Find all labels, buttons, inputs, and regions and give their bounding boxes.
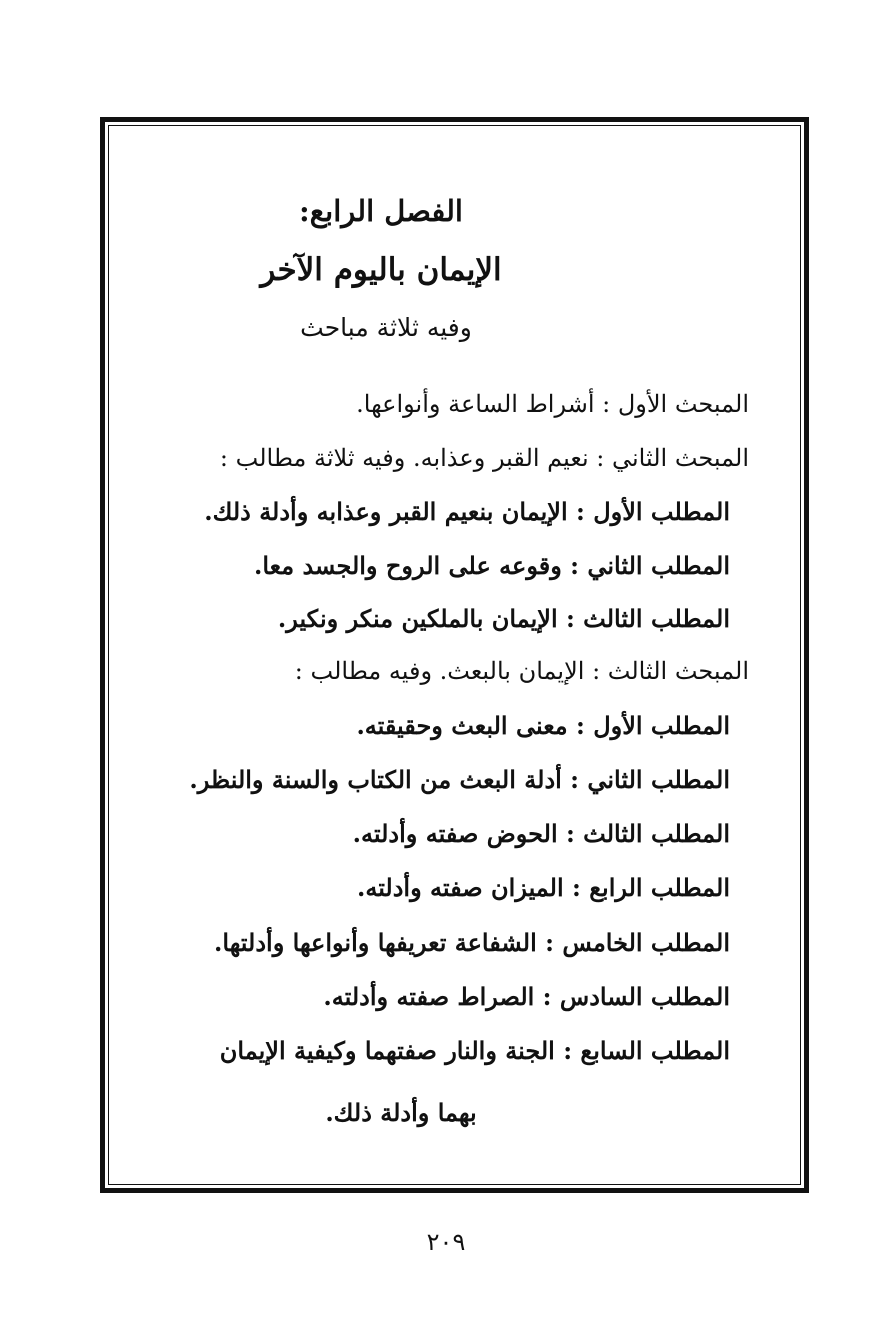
- chapter-subject: الإيمان باليوم الآخر: [260, 252, 502, 288]
- section-3: المبحث الثالث : الإيمان بالبعث. وفيه مطالب :: [294, 657, 749, 685]
- section-2: المبحث الثاني : نعيم القبر وعذابه. وفيه ثلاثة مطالب :: [219, 444, 749, 472]
- section-3-item-6: المطلب السادس : الصراط صفته وأدلته.: [323, 982, 730, 1011]
- section-3-item-3: المطلب الثالث : الحوض صفته وأدلته.: [352, 819, 730, 848]
- page-number: ٢٠٩: [426, 1228, 466, 1256]
- chapter-intro: وفيه ثلاثة مباحث: [300, 313, 472, 342]
- section-3-item-4: المطلب الرابع : الميزان صفته وأدلته.: [356, 873, 730, 902]
- section-3-item-2: المطلب الثاني : أدلة البعث من الكتاب والسنة والنظر.: [189, 765, 730, 794]
- section-3-item-5: المطلب الخامس : الشفاعة تعريفها وأنواعها وأدلتها.: [214, 928, 730, 957]
- section-2-item-1: المطلب الأول : الإيمان بنعيم القبر وعذابه وأدلة ذلك.: [204, 497, 730, 526]
- section-2-item-3: المطلب الثالث : الإيمان بالملكين منكر ونكير.: [277, 604, 730, 633]
- section-3-item-7-continued: بهما وأدلة ذلك.: [325, 1098, 477, 1127]
- section-2-item-2: المطلب الثاني : وقوعه على الروح والجسد معا.: [253, 551, 730, 580]
- section-3-item-1: المطلب الأول : معنى البعث وحقيقته.: [356, 711, 730, 740]
- section-3-item-7: المطلب السابع : الجنة والنار صفتهما وكيفية الإيمان: [219, 1036, 730, 1065]
- chapter-title: الفصل الرابع:: [299, 194, 463, 228]
- section-1: المبحث الأول : أشراط الساعة وأنواعها.: [356, 390, 749, 418]
